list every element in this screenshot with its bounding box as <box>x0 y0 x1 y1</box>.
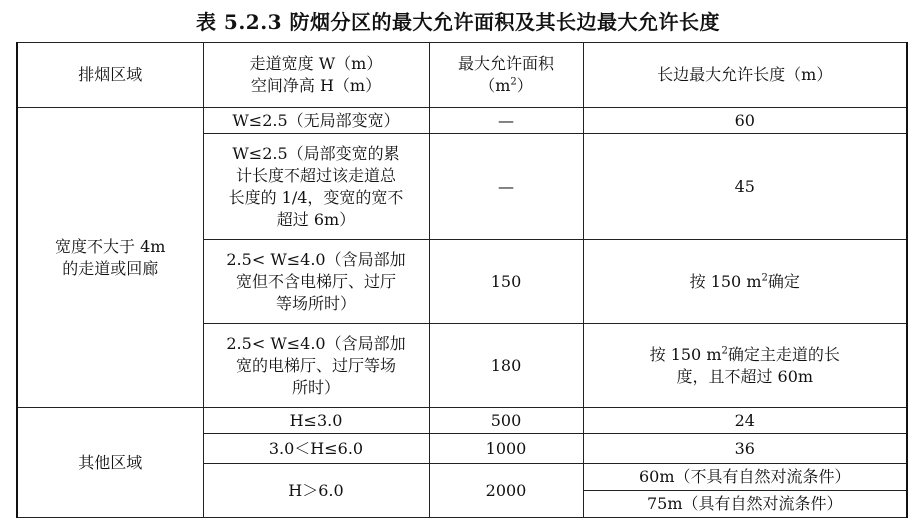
area-cell: 150 <box>429 240 583 324</box>
length-cell: 60m（不具有自然对流条件） <box>583 464 907 491</box>
table-row <box>17 108 907 134</box>
length-cell: 24 <box>583 408 907 434</box>
header-area <box>429 43 583 108</box>
length-text: 确定主走道的长 度，且不超过 60m <box>676 344 840 386</box>
condition-cell: H＞6.0 <box>203 464 429 518</box>
header-zone: 排烟区域 <box>17 43 203 108</box>
table-row <box>17 408 907 434</box>
area-cell: 180 <box>429 324 583 408</box>
area-cell: — <box>429 108 583 134</box>
header-area-unit: （m <box>479 76 511 95</box>
area-cell: 500 <box>429 408 583 434</box>
condition-cell: W≤2.5（无局部变宽） <box>203 108 429 134</box>
condition-cell: 2.5< W≤4.0（含局部加 宽但不含电梯厅、过厅 等场所时） <box>203 240 429 324</box>
table-header-row <box>17 43 907 108</box>
table-title: 表 5.2.3 防烟分区的最大允许面积及其长边最大允许长度 <box>195 10 721 34</box>
condition-cell: W≤2.5（局部变宽的累 计长度不超过该走道总 长度的 1/4，变宽的宽不 超过 6m） <box>203 134 429 240</box>
length-text: 按 150 m <box>689 271 762 291</box>
length-cell: 60 <box>583 108 907 134</box>
area-cell: 1000 <box>429 434 583 464</box>
length-sup: 2 <box>761 272 768 284</box>
header-area-label: 最大允许面积 <box>457 54 554 73</box>
length-sup: 2 <box>721 345 728 357</box>
header-area-unit-close: ） <box>516 76 533 95</box>
area-cell: 2000 <box>429 464 583 518</box>
condition-cell: 2.5< W≤4.0（含局部加 宽的电梯厅、过厅等场 所时） <box>203 324 429 408</box>
length-cell: 45 <box>583 134 907 240</box>
area-cell: — <box>429 134 583 240</box>
condition-cell: 3.0＜H≤6.0 <box>203 434 429 464</box>
smoke-zone-table <box>16 42 908 518</box>
zone-corridor: 宽度不大于 4m 的走道或回廊 <box>17 108 203 408</box>
length-cell: 75m（具有自然对流条件） <box>583 491 907 518</box>
length-text: 按 150 m <box>649 344 722 364</box>
length-cell <box>583 324 907 408</box>
condition-cell: H≤3.0 <box>203 408 429 434</box>
length-text: 确定 <box>767 271 800 291</box>
header-length: 长边最大允许长度（m） <box>583 43 907 108</box>
length-cell <box>583 240 907 324</box>
header-area-sup: 2 <box>510 76 517 88</box>
length-cell: 36 <box>583 434 907 464</box>
zone-other: 其他区域 <box>17 408 203 518</box>
header-width-height: 走道宽度 W（m） 空间净高 H（m） <box>203 43 429 108</box>
